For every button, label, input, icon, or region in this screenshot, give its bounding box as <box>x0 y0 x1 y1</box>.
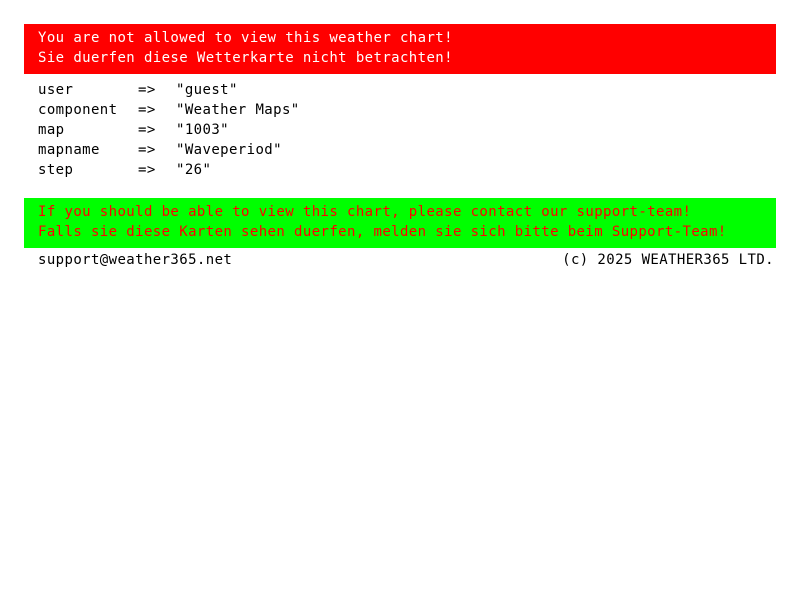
error-banner <box>24 24 776 74</box>
param-arrow: => <box>138 102 156 118</box>
table-row <box>38 80 300 100</box>
table-row <box>38 160 300 180</box>
param-value: "guest" <box>176 82 238 98</box>
param-arrow: => <box>138 142 156 158</box>
request-parameters-table <box>38 80 300 180</box>
table-row <box>38 140 300 160</box>
support-banner-line-en: If you should be able to view this chart, please contact our support-team! <box>38 204 692 220</box>
copyright-text: (c) 2025 WEATHER365 LTD. <box>562 252 774 268</box>
footer <box>38 250 774 270</box>
param-key: user <box>38 82 74 98</box>
param-value: "1003" <box>176 122 229 138</box>
support-banner <box>24 198 776 248</box>
param-value: "26" <box>176 162 212 178</box>
param-arrow: => <box>138 122 156 138</box>
param-arrow: => <box>138 162 156 178</box>
param-key: mapname <box>38 142 100 158</box>
support-banner-line-de: Falls sie diese Karten sehen duerfen, melden sie sich bitte beim Support-Team! <box>38 224 727 240</box>
param-value: "Weather Maps" <box>176 102 300 118</box>
error-banner-line-de: Sie duerfen diese Wetterkarte nicht betrachten! <box>38 50 453 66</box>
param-arrow: => <box>138 82 156 98</box>
support-email-link[interactable]: support@weather365.net <box>38 252 233 268</box>
param-key: map <box>38 122 65 138</box>
table-row <box>38 100 300 120</box>
param-value: "Waveperiod" <box>176 142 282 158</box>
param-key: component <box>38 102 118 118</box>
param-key: step <box>38 162 74 178</box>
error-banner-line-en: You are not allowed to view this weather chart! <box>38 30 453 46</box>
table-row <box>38 120 300 140</box>
